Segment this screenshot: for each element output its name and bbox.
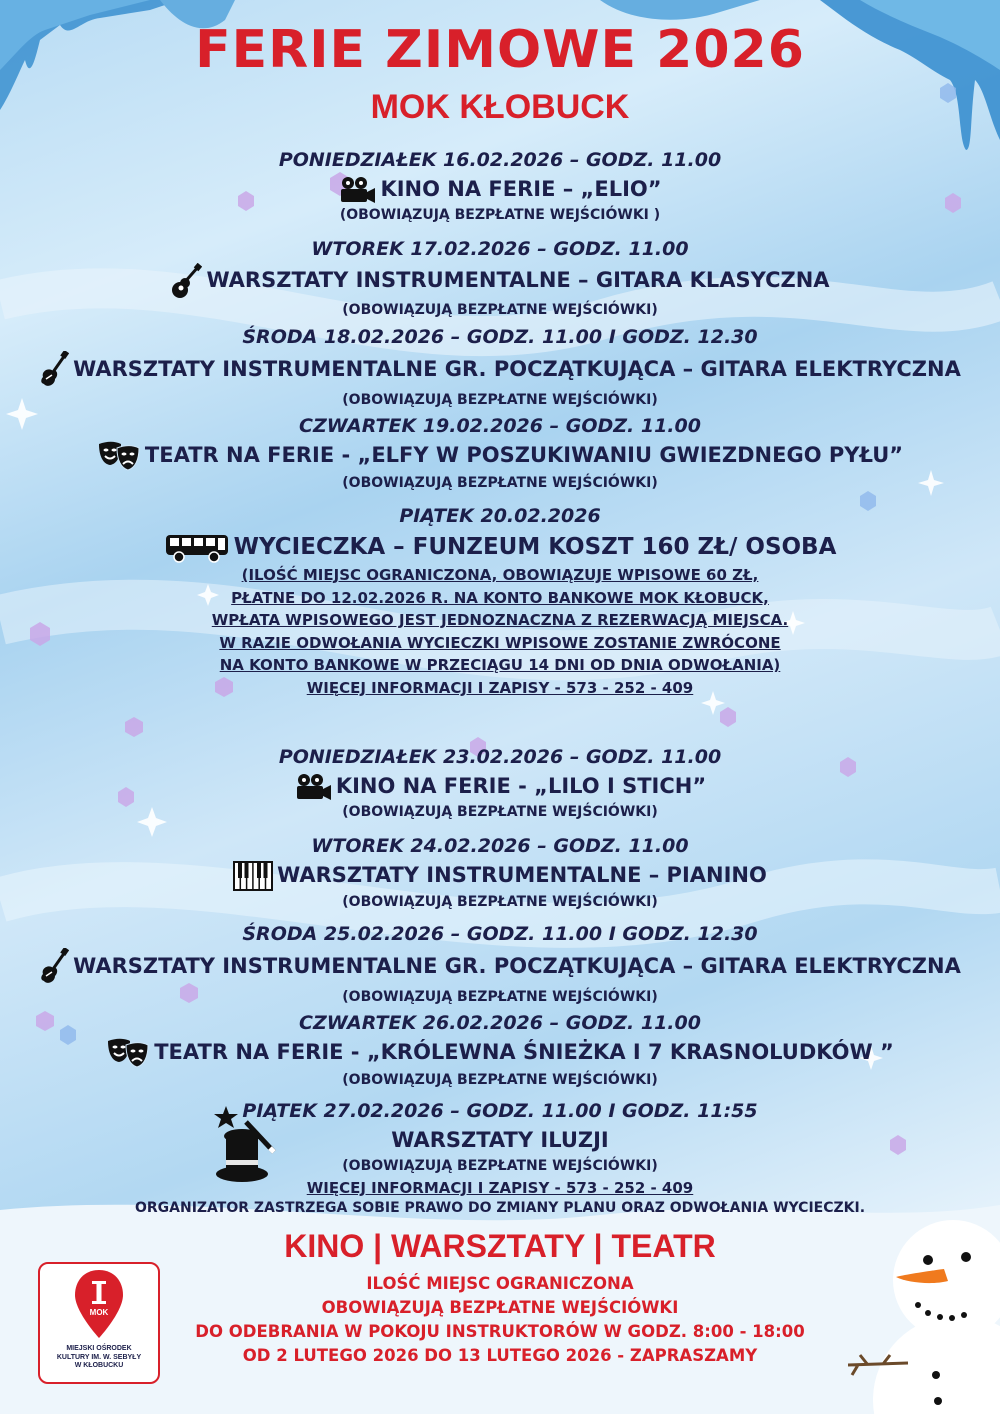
piano-keys-icon xyxy=(233,861,273,891)
event-name: WARSZTATY INSTRUMENTALNE GR. POCZĄTKUJĄCA – GITARA ELEKTRYCZNA xyxy=(73,954,961,978)
trip-detail-line: PŁATNE DO 12.02.2026 R. NA KONTO BANKOWE MOK KŁOBUCK, xyxy=(231,588,769,607)
event-trip xyxy=(0,502,1000,699)
event-date: WTOREK 17.02.2026 – GODZ. 11.00 xyxy=(311,238,689,260)
event-thursday-1 xyxy=(0,412,1000,494)
theater-masks-icon xyxy=(106,1037,150,1069)
event-name: KINO NA FERIE - „LILO I STICH” xyxy=(335,774,707,798)
logo-line: KULTURY IM. W. SEBYŁY xyxy=(56,1353,142,1361)
event-name: WARSZTATY INSTRUMENTALNE GR. POCZĄTKUJĄCA – GITARA ELEKTRYCZNA xyxy=(73,357,961,381)
event-wednesday-2 xyxy=(0,920,1000,1008)
footer-line: DO ODEBRANIA W POKOJU INSTRUKTORÓW W GODZ. 8:00 - 18:00 xyxy=(195,1322,805,1341)
event-name: TEATR NA FERIE - „ELFY W POSZUKIWANIU GWIEZDNEGO PYŁU” xyxy=(144,443,904,467)
location-pin-icon xyxy=(73,1268,125,1340)
logo-mark: MOK xyxy=(89,1308,109,1317)
trip-contact-line: WIĘCEJ INFORMACJI I ZAPISY - 573 - 252 - 409 xyxy=(306,678,694,697)
event-name: WARSZTATY ILUZJI xyxy=(391,1128,609,1152)
footer-line: OD 2 LUTEGO 2026 DO 13 LUTEGO 2026 - ZAPRASZAMY xyxy=(242,1346,758,1365)
event-name: TEATR NA FERIE - „KRÓLEWNA ŚNIEŻKA I 7 KRASNOLUDKÓW ” xyxy=(154,1040,894,1064)
event-date: ŚRODA 25.02.2026 – GODZ. 11.00 I GODZ. 12.30 xyxy=(242,923,758,945)
bus-icon xyxy=(164,533,230,563)
footer-line: OBOWIĄZUJĄ BEZPŁATNE WEJŚCIÓWKI xyxy=(321,1298,679,1317)
event-monday-1 xyxy=(0,146,1000,226)
movie-camera-icon xyxy=(294,773,332,801)
event-date: CZWARTEK 26.02.2026 – GODZ. 11.00 xyxy=(299,1012,701,1034)
trip-detail-line: NA KONTO BANKOWE W PRZECIĄGU 14 DNI OD DNIA ODWOŁANIA) xyxy=(219,656,781,674)
event-name: WARSZTATY INSTRUMENTALNE – PIANINO xyxy=(277,863,767,887)
event-wednesday-1 xyxy=(0,323,1000,411)
footer-line: ILOŚĆ MIEJSC OGRANICZONA xyxy=(366,1274,634,1293)
event-name: WARSZTATY INSTRUMENTALNE – GITARA KLASYCZNA xyxy=(206,268,830,292)
event-note: (OBOWIĄZUJĄ BEZPŁATNE WEJŚCIÓWKI) xyxy=(342,392,658,408)
event-date: WTOREK 24.02.2026 – GODZ. 11.00 xyxy=(311,835,689,857)
trip-detail-line: (ILOŚĆ MIEJSC OGRANICZONA, OBOWIĄZUJE WPISOWE 60 ZŁ, xyxy=(241,566,759,584)
movie-camera-icon xyxy=(338,176,376,204)
event-note: (OBOWIĄZUJĄ BEZPŁATNE WEJŚCIÓWKI) xyxy=(342,1072,658,1088)
magic-hat-wand-icon xyxy=(212,1104,278,1186)
event-note: (OBOWIĄZUJĄ BEZPŁATNE WEJŚCIÓWKI) xyxy=(342,894,658,910)
trip-detail-line: WPŁATA WPISOWEGO JEST JEDNOZNACZNA Z REZERWACJĄ MIEJSCA. xyxy=(211,611,789,629)
trip-date: PIĄTEK 20.02.2026 xyxy=(399,505,601,527)
organizer-note: ORGANIZATOR ZASTRZEGA SOBIE PRAWO DO ZMIANY PLANU ORAZ ODWOŁANIA WYCIECZKI. xyxy=(134,1200,866,1216)
electric-guitar-icon xyxy=(39,351,69,389)
poster-title: FERIE ZIMOWE 2026 xyxy=(195,20,805,80)
electric-guitar-icon xyxy=(39,948,69,986)
event-thursday-2 xyxy=(0,1009,1000,1091)
event-tuesday-1 xyxy=(0,235,1000,321)
event-name: KINO NA FERIE – „ELIO” xyxy=(380,177,662,201)
event-date: CZWARTEK 19.02.2026 – GODZ. 11.00 xyxy=(299,415,701,437)
event-note: (OBOWIĄZUJĄ BEZPŁATNE WEJŚCIÓWKI) xyxy=(342,1158,658,1174)
event-note: (OBOWIĄZUJĄ BEZPŁATNE WEJŚCIÓWKI) xyxy=(342,302,658,318)
magic-contact-line: WIĘCEJ INFORMACJI I ZAPISY - 573 - 252 - 409 xyxy=(306,1179,694,1197)
event-date: PIĄTEK 27.02.2026 – GODZ. 11.00 I GODZ. 11:55 xyxy=(242,1100,758,1122)
event-monday-2 xyxy=(0,743,1000,823)
poster-subtitle: MOK KŁOBUCK xyxy=(370,88,630,126)
event-tuesday-2 xyxy=(0,832,1000,913)
logo-line: MIEJSKI OŚRODEK xyxy=(66,1345,132,1352)
theater-masks-icon xyxy=(97,440,141,472)
trip-detail-line: W RAZIE ODWOŁANIA WYCIECZKI WPISOWE ZOSTANIE ZWRÓCONE xyxy=(219,633,781,652)
logo-text xyxy=(40,1345,158,1371)
event-note: (OBOWIĄZUJĄ BEZPŁATNE WEJŚCIÓWKI) xyxy=(342,475,658,491)
categories-line: KINO | WARSZTATY | TEATR xyxy=(284,1228,716,1264)
snowman-illustration xyxy=(848,1205,1000,1414)
event-friday-magic xyxy=(0,1097,1000,1200)
acoustic-guitar-icon xyxy=(170,263,202,299)
event-date: PONIEDZIAŁEK 23.02.2026 – GODZ. 11.00 xyxy=(278,746,722,768)
event-date: ŚRODA 18.02.2026 – GODZ. 11.00 I GODZ. 12.30 xyxy=(242,326,758,348)
event-note: (OBOWIĄZUJĄ BEZPŁATNE WEJŚCIÓWKI) xyxy=(342,804,658,820)
event-date: PONIEDZIAŁEK 16.02.2026 – GODZ. 11.00 xyxy=(278,149,722,171)
event-note: (OBOWIĄZUJĄ BEZPŁATNE WEJŚCIÓWKI) xyxy=(342,989,658,1005)
logo-line: W KŁOBUCKU xyxy=(74,1362,124,1369)
trip-name: WYCIECZKA – FUNZEUM KOSZT 160 ZŁ/ OSOBA xyxy=(233,534,837,560)
mok-logo xyxy=(38,1262,160,1384)
event-note: (OBOWIĄZUJĄ BEZPŁATNE WEJŚCIÓWKI ) xyxy=(339,207,661,223)
